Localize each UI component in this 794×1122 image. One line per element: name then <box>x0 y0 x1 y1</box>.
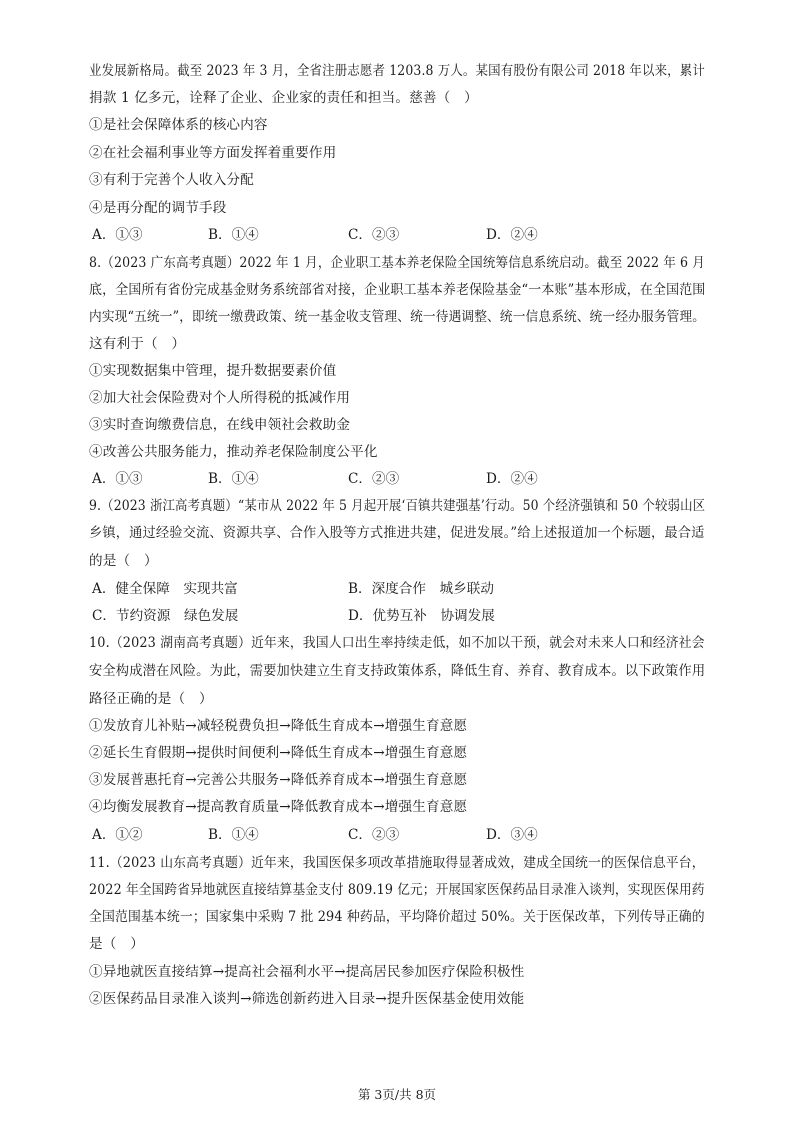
q8-option-a: A．①③ <box>92 471 143 487</box>
intro-statement-2: ②在社会福利事业等方面发挥着重要作用 <box>89 145 337 161</box>
intro-line-1: 业发展新格局。截至 2023 年 3 月，全省注册志愿者 1203.8 万人。某国有股份有限公司 2018 年以来，累计 <box>89 63 705 79</box>
intro-line-2: 捐款 1 亿多元，诠释了企业、企业家的责任和担当。慈善（ ） <box>89 90 478 106</box>
q8-line-2: 底，全国所有省份完成基金财务系统部省对接，企业职工基本养老保险基金“一本账”基本形成，在全国范围 <box>89 282 706 298</box>
q8-statement-2: ②加大社会保险费对个人所得税的抵减作用 <box>89 390 351 406</box>
intro-option-b: B．①④ <box>208 227 259 243</box>
q10-line-3: 路径正确的是（ ） <box>89 691 213 707</box>
intro-option-d: D．②④ <box>486 227 538 243</box>
q10-option-a: A．①② <box>92 827 143 843</box>
q10-line-2: 安全构成潜在风险。为此，需要加快建立生育支持政策体系，降低生育、养育、教育成本。以下政策作用 <box>89 663 706 679</box>
q10-option-b: B．①④ <box>208 827 259 843</box>
q11-statement-2: ②医保药品目录准入谈判→筛选创新药进入目录→提升医保基金使用效能 <box>89 991 525 1007</box>
q8-option-b: B．①④ <box>208 471 259 487</box>
intro-statement-3: ③有利于完善个人收入分配 <box>89 172 254 188</box>
q11-line-4: 是（ ） <box>89 936 144 952</box>
q8-line-4: 这有利于（ ） <box>89 336 186 352</box>
q11-line-3: 全国范围基本统一；国家集中采购 7 批 294 种药品，平均降价超过 50%。关于医保改革，下列传导正确的 <box>89 909 705 925</box>
q8-option-c: C．②③ <box>348 471 400 487</box>
intro-statement-4: ④是再分配的调节手段 <box>89 200 227 216</box>
q8-option-d: D．②④ <box>486 471 538 487</box>
q9-line-3: 的是（ ） <box>89 553 158 569</box>
q9-option-d: D．优势互补 协调发展 <box>348 608 495 624</box>
q8-line-1: 8.（2023 广东高考真题）2022 年 1 月，企业职工基本养老保险全国统筹信息系统启动。截至 2022 年 6 月 <box>89 255 705 271</box>
q11-line-1: 11.（2023 山东高考真题）近年来，我国医保多项改革措施取得显著成效，建成全国统一的医保信息平台， <box>89 855 705 871</box>
q10-option-c: C．②③ <box>348 827 400 843</box>
q10-statement-1: ①发放育儿补贴→减轻税费负担→降低生育成本→增强生育意愿 <box>89 718 468 734</box>
q10-line-1: 10.（2023 湖南高考真题）近年来，我国人口出生率持续走低，如不加以干预，就会对未来人口和经济社会 <box>89 635 705 651</box>
q11-statement-1: ①异地就医直接结算→提高社会福利水平→提高居民参加医疗保险积极性 <box>89 964 525 980</box>
q10-option-d: D．③④ <box>486 827 538 843</box>
q8-statement-4: ④改善公共服务能力，推动养老保险制度公平化 <box>89 444 378 460</box>
q8-statement-1: ①实现数据集中管理，提升数据要素价值 <box>89 363 337 379</box>
intro-option-c: C．②③ <box>348 227 400 243</box>
q8-statement-3: ③实时查询缴费信息，在线申领社会救助金 <box>89 417 351 433</box>
q9-line-2: 乡镇，通过经验交流、资源共享、合作入股等方式推进共建，促进发展。”给上述报道加一个标题，最合适 <box>89 525 705 541</box>
q10-statement-2: ②延长生育假期→提供时间便利→降低生育成本→增强生育意愿 <box>89 745 468 761</box>
q8-line-3: 内实现“五统一”，即统一缴费政策、统一基金收支管理、统一待遇调整、统一信息系统、统一经办服务管理。 <box>89 309 706 325</box>
q10-statement-3: ③发展普惠托育→完善公共服务→降低养育成本→增强生育意愿 <box>89 772 468 788</box>
intro-option-a: A．①③ <box>92 227 143 243</box>
intro-statement-1: ①是社会保障体系的核心内容 <box>89 117 268 133</box>
q9-line-1: 9.（2023 浙江高考真题）“某市从 2022 年 5 月起开展‘百镇共建强基’行动。50 个经济强镇和 50 个较弱山区 <box>89 498 706 514</box>
q9-option-c: C．节约资源 绿色发展 <box>92 608 239 624</box>
q9-option-a: A．健全保障 实现共富 <box>92 581 238 597</box>
q10-statement-4: ④均衡发展教育→提高教育质量→降低教育成本→增强生育意愿 <box>89 799 468 815</box>
page-number: 第 3页/共 8页 <box>357 1087 437 1102</box>
q11-line-2: 2022 年全国跨省异地就医直接结算基金支付 809.19 亿元；开展国家医保药品目录准入谈判，实现医保用药 <box>89 882 705 898</box>
q9-option-b: B．深度合作 城乡联动 <box>348 581 494 597</box>
